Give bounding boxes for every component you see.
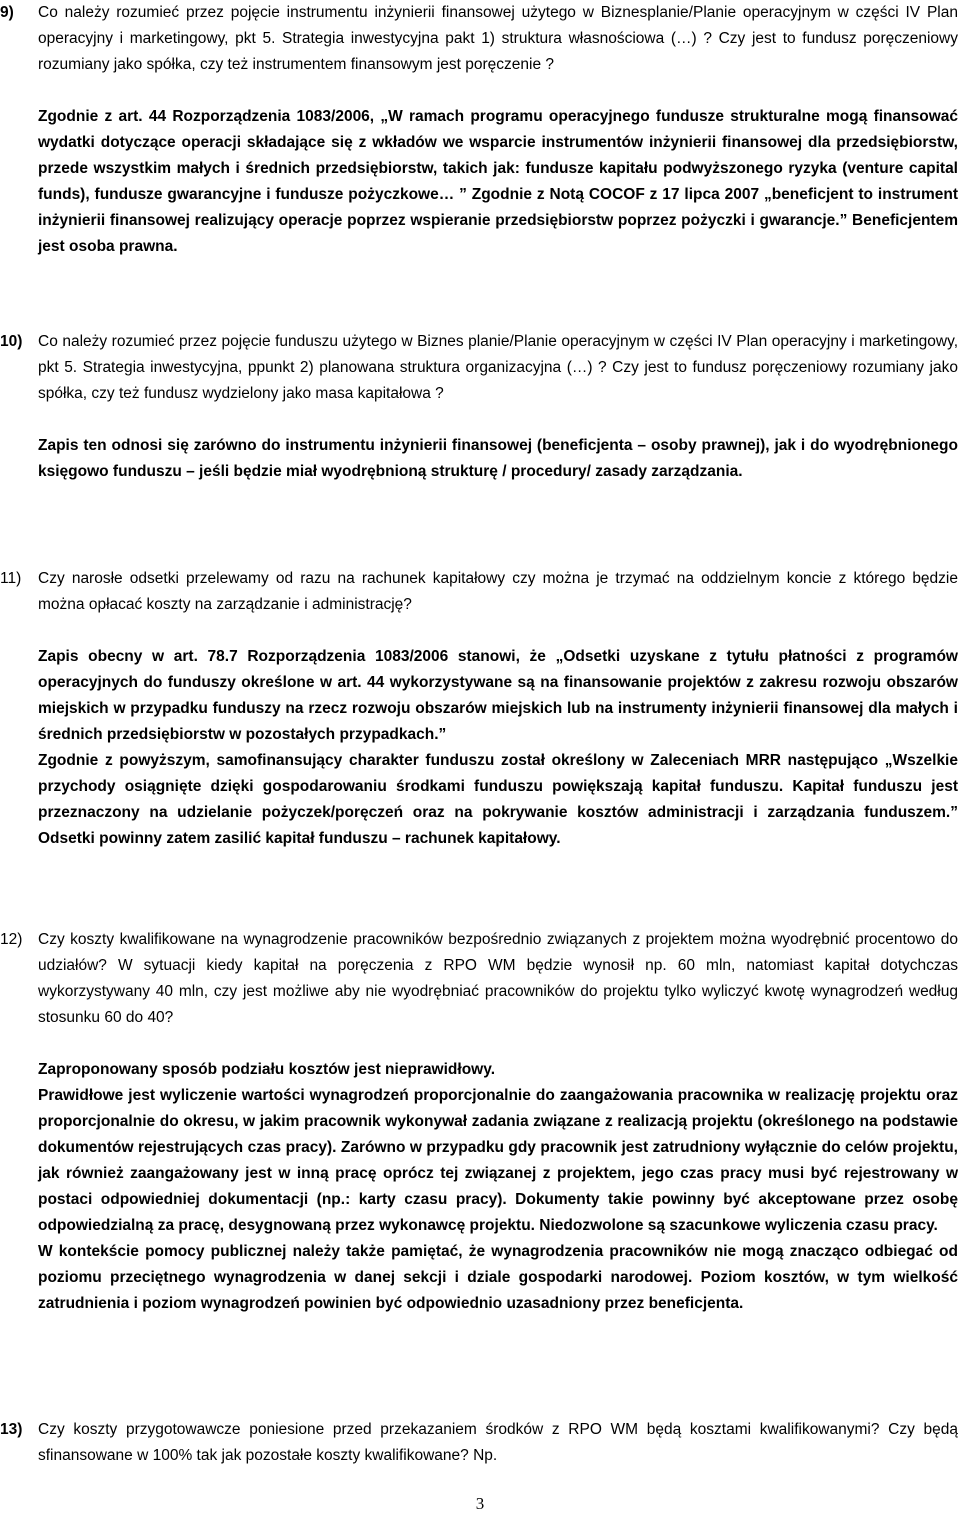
answer-text: Zgodnie z art. 44 Rozporządzenia 1083/2006, „W ramach programu operacyjnego fundusze strukturalne mogą finansować wydatki dotyczące operacji składające się z wkładów we wsparcie instrumentów inżynierii finansowej dla przedsiębiorstw, przede wszystkim małych i średnich przedsiębiorstw, takich jak: fundusze kapitału podwyższonego ryzyka (venture capital funds), fundusze gwarancyjne i fundusze pożyczkowe… ” Zgodnie z Notą COCOF z 17 lipca 2007 „beneficjent to instrument inżynierii finansowej realizujący operacje poprzez wspieranie przedsiębiorstw poprzez pożyczki i gwarancje.” Beneficjentem jest osoba prawna. xyxy=(38,108,958,255)
page-number: 3 xyxy=(475,1494,485,1513)
question-text: Co należy rozumieć przez pojęcie instrumentu inżynierii finansowej użytego w Biznesplanie/Planie operacyjnym w części IV Plan operacyjny i marketingowy, pkt 5. Strategia inwestycyjna pakt 1) struktura własnościowa (…) ? Czy jest to fundusz poręczeniowy rozumiany jako spółka, czy też instrumentem finansowym jest poręczenie ? xyxy=(38,4,958,73)
question-number: 11) xyxy=(0,570,22,587)
answer-text: Zapis ten odnosi się zarówno do instrumentu inżynierii finansowej (beneficjenta – osoby prawnej), jak i do wyodrębnionego księgowo funduszu – jeśli będzie miał wyodrębnioną strukturę / procedury/ zasady zarządzania. xyxy=(38,437,958,480)
question-number: 10) xyxy=(0,333,23,350)
question-text: Czy narosłe odsetki przelewamy od razu na rachunek kapitałowy czy można je trzymać na oddzielnym koncie z którego będzie można opłacać koszty na zarządzanie i administrację? xyxy=(38,570,958,613)
question-number: 13) xyxy=(0,1421,23,1438)
answer-text: W kontekście pomocy publicznej należy także pamiętać, że wynagrodzenia pracowników nie mogą znacząco odbiegać od poziomu przeciętnego wynagrodzenia w danej sekcji i dziale gospodarki narodowej. Poziom kosztów, w tym wielkość zatrudnienia i poziom wynagrodzeń powinien być odpowiednio uzasadniony przez beneficjenta. xyxy=(38,1243,958,1312)
question-number: 12) xyxy=(0,931,23,948)
question-text: Czy koszty przygotowawcze poniesione przed przekazaniem środków z RPO WM będą kosztami kwalifikowanymi? Czy będą sfinansowane w 100% tak jak pozostałe koszty kwalifikowane? Np. xyxy=(38,1421,958,1464)
question-10 xyxy=(0,329,958,485)
question-9 xyxy=(0,0,958,260)
question-text: Czy koszty kwalifikowane na wynagrodzenie pracowników bezpośrednio związanych z projektem można wyodrębnić procentowo do udziałów? W sytuacji kiedy kapitał na poręczenia z RPO WM będzie wynosił np. 60 mln, natomiast kapitał dotychczas wykorzystywany 40 mln, czy jest możliwe aby nie wyodrębniać pracowników do projektu tylko wyliczyć kwotę wynagrodzeń według stosunku 60 do 40? xyxy=(38,931,958,1026)
question-number: 9) xyxy=(0,4,14,21)
question-text: Co należy rozumieć przez pojęcie funduszu użytego w Biznes planie/Planie operacyjnym w części IV Plan operacyjny i marketingowy, pkt 5. Strategia inwestycyjna, ppunkt 2) planowana struktura organizacyjna (…) ? Czy jest to fundusz poręczeniowy rozumiany jako spółka, czy też fundusz wydzielony jako masa kapitałowa ? xyxy=(38,333,958,402)
answer-text: Zgodnie z powyższym, samofinansujący charakter funduszu został określony w Zaleceniach MRR następująco „Wszelkie przychody osiągnięte dzięki gospodarowaniu środkami funduszu powiększają kapitał funduszu. Kapitał funduszu jest przeznaczony na udzielanie pożyczek/poręczeń oraz na pokrywanie kosztów administracji i zarządzania funduszem.” Odsetki powinny zatem zasilić kapitał funduszu – rachunek kapitałowy. xyxy=(38,752,958,847)
answer-text: Zapis obecny w art. 78.7 Rozporządzenia 1083/2006 stanowi, że „Odsetki uzyskane z tytułu płatności z programów operacyjnych do funduszy określone w art. 44 wykorzystywane są na finansowanie projektów z zakresu rozwoju obszarów miejskich w przypadku funduszy na rzecz rozwoju obszarów miejskich lub na instrumenty inżynierii finansowej dla małych i średnich przedsiębiorstw w pozostałych przypadkach.” xyxy=(38,648,958,743)
question-11 xyxy=(0,566,958,852)
answer-text: Zaproponowany sposób podziału kosztów jest nieprawidłowy. xyxy=(38,1061,496,1078)
question-13 xyxy=(0,1417,958,1469)
question-12 xyxy=(0,927,958,1317)
answer-text: Prawidłowe jest wyliczenie wartości wynagrodzeń proporcjonalnie do zaangażowania pracownika w realizację projektu oraz proporcjonalnie do okresu, w jakim pracownik wykonywał zadania związane z realizacją projektu (określonego na podstawie dokumentów rejestrujących czas pracy). Zarówno w przypadku gdy pracownik jest zatrudniony wyłącznie do celów projektu, jak również zaangażowany jest w inną pracę oprócz tej związanej z projektem, jego czas pracy musi być rejestrowany w postaci odpowiedniej dokumentacji (np.: karty czasu pracy). Dokumenty takie powinny być akceptowane przez osobę odpowiedzialną za pracę, desygnowaną przez wykonawcę projektu. Niedozwolone są szacunkowe wyliczenia czasu pracy. xyxy=(38,1087,958,1234)
